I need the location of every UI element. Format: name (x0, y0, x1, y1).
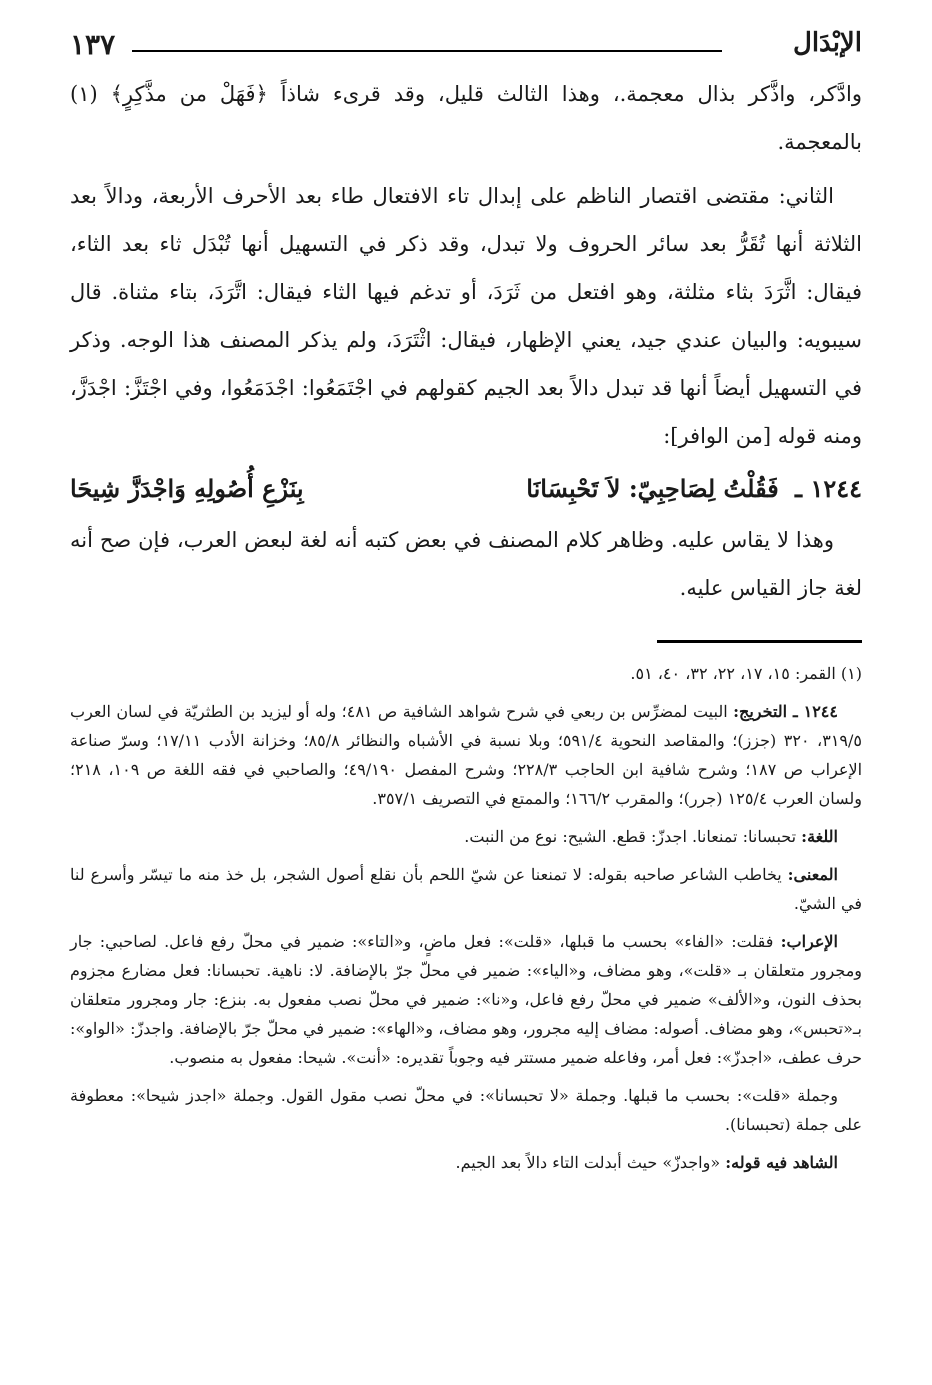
lugha-text: تحبسانا: تمنعانا. اجدزّ: قطع. الشيح: نوع من النبت. (464, 827, 797, 846)
footnote-separator (657, 640, 862, 643)
footnote-1: (١) القمر: ١٥، ١٧، ٢٢، ٣٢، ٤٠، ٥١. (630, 664, 862, 683)
footnotes (70, 659, 862, 1177)
paragraph-2: الثاني: مقتضى اقتصار الناظم على إبدال تاء الافتعال طاء بعد الأحرف الأربعة، ودالاً بعد الثلاثة أنها تُقَرُّ بعد سائر الحروف ولا تبدل، وقد ذكر في التسهيل أنها تُبْدَل ثاء بعد الثاء، فيقال: اثَّرَدَ بثاء مثلثة، وهو افتعل من ثَرَدَ، أو تدغم فيها الثاء فيقال: اتَّرَدَ، بتاء مثناة. قال سيبويه: والبيان عندي جيد، يعني الإظهار، فيقال: اثْتَرَدَ، ولم يذكر المصنف هذا الوجه. وذكر في التسهيل أيضاً أنها قد تبدل دالاً بعد الجيم كقولهم في اجْتَمَعُوا: اجْدَمَعُوا، وفي اجْتَزَّ: اجْدَزَّ، ومنه قوله [من الوافر]: (70, 184, 862, 448)
page-number: ١٣٧ (70, 28, 116, 61)
irab-label: الإعراب: (780, 932, 838, 951)
header-rule (132, 50, 722, 52)
verse-first-half (526, 466, 862, 512)
lugha-label: اللغة: (801, 827, 838, 846)
paragraph-3: وهذا لا يقاس عليه. وظاهر كلام المصنف في بعض كتبه أنه لغة لبعض العرب، فإن صح أنه لغة جاز القياس عليه. (70, 528, 862, 600)
takhrij-note (70, 697, 862, 813)
shahid-note (70, 1148, 862, 1177)
shahid-label: الشاهد فيه قوله: (725, 1153, 838, 1172)
chapter-title: الإبْدَال (792, 28, 862, 58)
maana-text: يخاطب الشاعر صاحبه بقوله: لا تمنعنا عن شيّ اللحم بأن نقلع أصول الشجر، بل خذ منه ما تيسّر وأسرع لنا في الشيّ. (70, 865, 862, 913)
verse-first-hemistich: فَقُلْتُ لِصَاحِبِيّ: لاَ تَحْبِسَانَا (526, 474, 779, 503)
maana-label: المعنى: (787, 865, 838, 884)
irab-note (70, 927, 862, 1072)
takhrij-label: ١٢٤٤ ـ التخريج: (733, 702, 838, 721)
lugha-note (70, 822, 862, 851)
paragraph-1: وادَّكر، واذَّكر بذال معجمة.، وهذا الثالث قليل، وقد قرىء شاذاً ﴿فَهَلْ من مذَّكِرٍ﴾ (١) بالمعجمة. (70, 82, 862, 154)
book-page (70, 28, 862, 1365)
main-text (70, 70, 862, 612)
maana-note (70, 860, 862, 918)
shahid-text: «واجدزّ» حيث أبدلت التاء دالاً بعد الجيم. (455, 1153, 721, 1172)
irab-text: فقلت: «الفاء» بحسب ما قبلها، «قلت»: فعل ماضٍ، و«التاء»: ضمير في محلّ رفع فاعل. لصاحبي: جار ومجرور متعلقان بـ «قلت»، وهو مضاف، و«الياء»: ضمير في محلّ جرّ بالإضافة. لا: ناهية. تحبسانا: فعل مضارع مجزوم بحذف النون، و«الألف» ضمير في محلّ رفع فاعل، و«نا»: ضمير في محلّ نصب مفعول به. بنزع: جار ومجرور متعلقان بـ«تحبس»، وهو مضاف. أصوله: مضاف إليه مجرور، وهو مضاف، و«الهاء»: ضمير في محلّ جرّ بالإضافة. واجدزّ: «الواو»: حرف عطف، «اجدزّ»: فعل أمر، وفاعله ضمير مستتر فيه وجوباً تقديره: «أنت». شيحا: مفعول به منصوب. (70, 932, 862, 1067)
verse-second-hemistich: بِنَزْعِ أُصُولِهِ وَاجْدَزَّ شِيحَا (70, 474, 304, 503)
takhrij-text: البيت لمضرِّس بن ربعي في شرح شواهد الشافية ص ٤٨١؛ وله أو ليزيد بن الطثريّة في لسان العرب ٣١٩/٥، ٣٢٠ (جزز)؛ والمقاصد النحوية ٥٩١/٤؛ وبلا نسبة في الأشباه والنظائر ٨٥/٨؛ وخزانة الأدب ١٧/١١؛ وسرّ صناعة الإعراب ص ١٨٧؛ وشرح شافية ابن الحاجب ٢٢٨/٣؛ وشرح المفصل ٤٩/١٩٠؛ والصاحبي في فقه اللغة ص ١٠٩، ٢١٨؛ ولسان العرب ١٢٥/٤ (جرر)؛ والمقرب ١٦٦/٢؛ والممتع في التصريف ٣٥٧/١. (70, 702, 863, 808)
verse-number: ١٢٤٤ ـ (795, 474, 862, 503)
jumal-note: وجملة «قلت»: بحسب ما قبلها. وجملة «لا تحبسانا»: في محلّ نصب مقول القول. وجملة «اجدز شيحا»: معطوفة على جملة (تحبسانا). (70, 1086, 862, 1134)
poetry-verse (70, 466, 862, 512)
page-header (70, 28, 862, 70)
